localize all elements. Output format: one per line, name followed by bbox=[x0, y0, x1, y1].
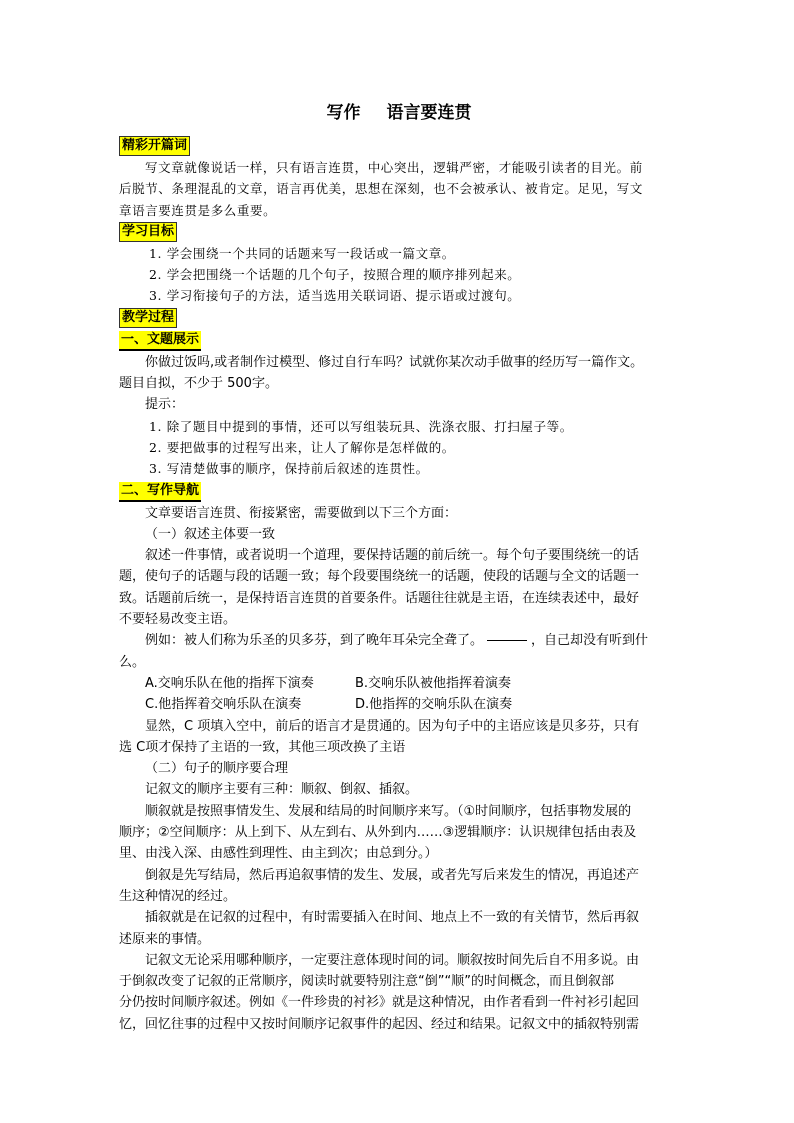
opening-line: 章语言要连贯是多么重要。 bbox=[119, 202, 277, 218]
goal-item: 1. 学会围绕一个共同的话题来写一段话或一篇文章。 bbox=[149, 245, 455, 261]
opening-line: 后脱节、条理混乱的文章，语言再优美，思想在深刻，也不会被承认、被肯定。足见，写文 bbox=[119, 181, 644, 197]
guide-heading: 二、写作导航 bbox=[119, 482, 201, 502]
example-text-a: 例如：被人们称为乐圣的贝多芬，到了晚年耳朵完全聋了。 bbox=[145, 633, 484, 649]
opening-label: 精彩开篇词 bbox=[119, 136, 190, 156]
hint-label: 提示： bbox=[145, 397, 185, 413]
options-row bbox=[119, 673, 679, 694]
process-label: 教学过程 bbox=[119, 308, 177, 328]
hint-item: 2. 要把做事的过程写出来，让人了解你是怎样做的。 bbox=[149, 439, 455, 455]
hint-item: 1. 除了题目中提到的事情，还可以写组装玩具、洗涤衣服、打扫屋子等。 bbox=[149, 418, 573, 434]
para-line: 忆，回忆往事的过程中又按时间顺序记叙事件的起因、经过和结果。记叙文中的插叙特别需 bbox=[119, 1016, 640, 1032]
topic-heading: 一、文题展示 bbox=[119, 331, 201, 351]
opening-line: 写文章就像说话一样，只有语言连贯，中心突出，逻辑严密，才能吸引读者的目光。前 bbox=[145, 160, 643, 175]
analysis-line: 选 C项才保持了主语的一致，其他三项改换了主语 bbox=[119, 739, 406, 755]
example-text-c: 么。 bbox=[119, 654, 146, 670]
para-line: 不要轻易改变主语。 bbox=[119, 612, 237, 628]
example-text-b: ，自己却没有听到什 bbox=[531, 633, 649, 649]
option-b: B.交响乐队被他指挥着演奏 bbox=[355, 675, 512, 691]
option-c: C.他指挥着交响乐队在演奏 bbox=[145, 697, 302, 713]
para-line: 顺序；②空间顺序：从上到下、从左到右、从外到内……③逻辑顺序：认识规律包括由表及 bbox=[119, 825, 637, 841]
option-d: D.他指挥的交响乐队在演奏 bbox=[355, 697, 513, 713]
topic-line: 题目自拟，不少于 500字。 bbox=[119, 376, 278, 392]
para-line: 分仍按时间顺序叙述。例如《一件珍贵的衬衫》就是这种情况，由作者看到一件衬衫引起回 bbox=[119, 995, 640, 1011]
analysis-line: 显然，C 项填入空中，前后的语言才是贯通的。因为句子中的主语应该是贝多芬，只有 bbox=[145, 718, 640, 734]
para-line: 于倒叙改变了记叙的正常顺序，阅读时就要特别注意“倒”“顺”的时间概念，而且倒叙部 bbox=[119, 974, 614, 990]
goal-item: 3. 学习衔接句子的方法，适当选用关联词语、提示语或过渡句。 bbox=[149, 288, 521, 304]
options-row bbox=[119, 694, 679, 715]
title-part-1: 写作 bbox=[326, 103, 361, 123]
guide-intro: 文章要语言连贯、衔接紧密，需要做到以下三个方面： bbox=[145, 505, 458, 521]
para-line: 插叙就是在记叙的过程中，有时需要插入在时间、地点上不一致的有关情节，然后再叙 bbox=[145, 910, 640, 926]
option-a: A.交响乐队在他的指挥下演奏 bbox=[145, 675, 314, 691]
goals-label: 学习目标 bbox=[119, 222, 177, 242]
para-line: 顺叙就是按照事情发生、发展和结局的时间顺序来写。（①时间顺序，包括事物发展的 bbox=[145, 803, 632, 819]
para-line: 题，使句子的话题与段的话题一致；每个段要围绕统一的话题，使段的话题与全文的话题一 bbox=[119, 569, 640, 585]
subheading-1: （一）叙述主体要一致 bbox=[145, 526, 276, 542]
para-line: 里、由浅入深、由感性到理性、由主到次；由总到分。） bbox=[119, 846, 438, 862]
para-line: 叙述一件事情，或者说明一个道理，要保持话题的前后统一。每个句子要围绕统一的话 bbox=[145, 548, 640, 564]
subheading-2: （二）句子的顺序要合理 bbox=[145, 761, 289, 777]
para-line: 生这种情况的经过。 bbox=[119, 888, 237, 904]
order-intro: 记叙文的顺序主要有三种：顺叙、倒叙、插叙。 bbox=[145, 782, 419, 798]
para-line: 倒叙是先写结局，然后再追叙事情的发生、发展，或者先写后来发生的情况，再追述产 bbox=[145, 867, 640, 883]
para-line: 述原来的事情。 bbox=[119, 931, 211, 947]
title-part-2: 语言要连贯 bbox=[386, 103, 472, 123]
fill-blank bbox=[487, 640, 527, 641]
example-sentence bbox=[119, 630, 679, 651]
para-line: 致。话题前后统一，是保持语言连贯的首要条件。话题往往就是主语，在连续表述中，最好 bbox=[119, 590, 640, 606]
topic-line: 你做过饭吗,或者制作过模型、修过自行车吗？试就你某次动手做事的经历写一篇作文。 bbox=[145, 354, 644, 370]
goal-item: 2. 学会把围绕一个话题的几个句子，按照合理的顺序排列起来。 bbox=[149, 267, 521, 283]
para-line: 记叙文无论采用哪种顺序，一定要注意体现时间的词。顺叙按时间先后自不用多说。由 bbox=[145, 952, 640, 968]
document-page bbox=[119, 100, 679, 1035]
page-title bbox=[119, 100, 679, 126]
hint-item: 3. 写清楚做事的顺序，保持前后叙述的连贯性。 bbox=[149, 461, 429, 477]
